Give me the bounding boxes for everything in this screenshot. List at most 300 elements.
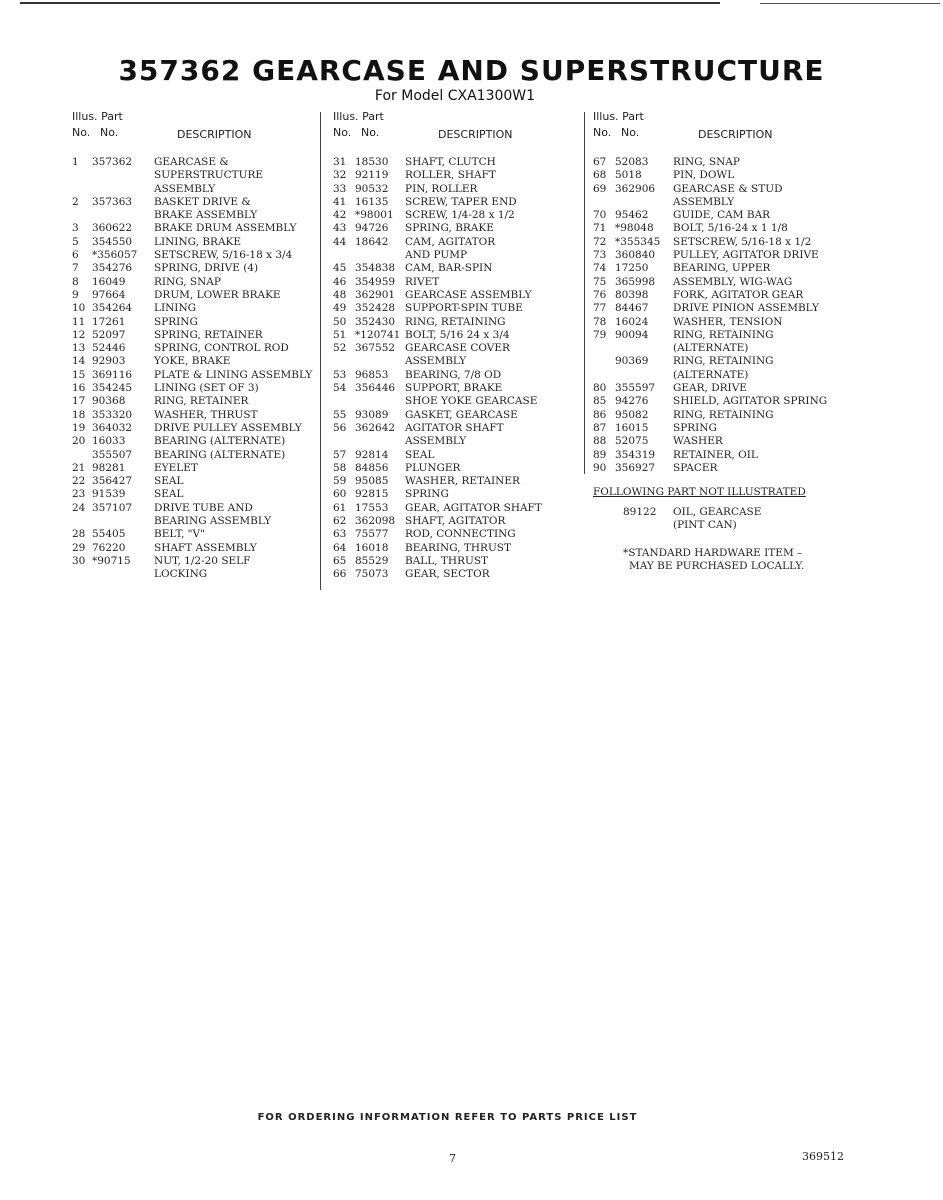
illus-number xyxy=(72,449,92,462)
illus-number: 52 xyxy=(333,342,347,355)
illus-number: 65 xyxy=(333,554,347,567)
part-description: ROD, CONNECTING xyxy=(405,528,516,541)
part-number xyxy=(92,169,154,182)
part-description: CAM, AGITATOR xyxy=(405,235,496,248)
illus-number: 13 xyxy=(72,342,86,355)
part-description: AGITATOR SHAFT xyxy=(405,421,504,434)
table-row xyxy=(333,369,583,382)
page-subtitle: For Model CXA1300W1 xyxy=(374,88,536,104)
table-row xyxy=(333,276,583,289)
illus-number: 20 xyxy=(72,435,86,448)
part-number: 90532 xyxy=(355,182,389,195)
part-description: SPRING, BRAKE xyxy=(405,222,494,235)
parts-column-2 xyxy=(333,110,583,582)
table-row xyxy=(593,422,863,435)
table-row xyxy=(72,528,317,541)
illus-number: 70 xyxy=(593,209,607,222)
header-part-no: No. xyxy=(361,126,380,139)
part-description: SHAFT, AGITATOR xyxy=(405,515,506,528)
table-row xyxy=(593,302,863,315)
illus-number xyxy=(593,342,615,355)
part-number: 362642 xyxy=(355,421,396,434)
table-row xyxy=(333,382,583,395)
part-number: 94726 xyxy=(355,222,389,235)
part-number: 17261 xyxy=(92,315,126,328)
part-number xyxy=(355,435,405,448)
illus-number xyxy=(593,369,615,382)
part-description: SCREW, 1/4-28 x 1/2 xyxy=(405,209,515,222)
part-description: PULLEY, AGITATOR DRIVE xyxy=(673,249,819,262)
part-number: 94276 xyxy=(615,395,649,408)
part-number: 355597 xyxy=(615,382,656,395)
part-description: SETSCREW, 5/16-18 x 3/4 xyxy=(154,249,293,262)
part-number: 90369 xyxy=(615,355,649,368)
table-row xyxy=(72,169,317,182)
illus-number xyxy=(72,183,92,196)
header-description: DESCRIPTION xyxy=(438,128,513,141)
part-description: SPRING xyxy=(673,421,717,434)
illus-number xyxy=(72,568,92,581)
part-number: 354959 xyxy=(355,275,396,288)
parts-column-1 xyxy=(72,110,317,582)
part-number: 353320 xyxy=(92,408,133,421)
illus-number: 28 xyxy=(72,528,86,541)
part-number: 362901 xyxy=(355,288,396,301)
part-description: EYELET xyxy=(154,461,198,474)
part-description: BELT, "V" xyxy=(154,528,205,541)
part-number: 92814 xyxy=(355,448,389,461)
illus-number: 18 xyxy=(72,408,86,421)
illus-number: 60 xyxy=(333,488,347,501)
table-row xyxy=(72,515,317,528)
table-row xyxy=(333,355,583,368)
table-row xyxy=(72,209,317,222)
part-description: BOLT, 5/16 24 x 3/4 xyxy=(405,328,510,341)
table-row xyxy=(593,395,863,408)
part-description-cont: (PINT CAN) xyxy=(673,519,737,532)
illus-number xyxy=(72,169,92,182)
part-number: 80398 xyxy=(615,288,649,301)
part-description: NUT, 1/2-20 SELF xyxy=(154,554,251,567)
table-row xyxy=(593,209,863,222)
table-row xyxy=(333,528,583,541)
top-rule-right xyxy=(760,3,940,4)
part-description: BEARING (ALTERNATE) xyxy=(154,435,286,448)
part-number: 52097 xyxy=(92,328,126,341)
part-description: BALL, THRUST xyxy=(405,554,489,567)
illus-number: 3 xyxy=(72,222,79,235)
illus-number: 77 xyxy=(593,302,607,315)
table-row xyxy=(593,169,863,182)
table-row xyxy=(593,289,863,302)
part-number: *90715 xyxy=(92,554,131,567)
table-row xyxy=(333,302,583,315)
part-description: AND PUMP xyxy=(405,249,468,262)
part-number: *355345 xyxy=(615,235,661,248)
table-row xyxy=(72,542,317,555)
illus-number: 55 xyxy=(333,408,347,421)
part-number xyxy=(615,196,673,209)
part-number: 356446 xyxy=(355,382,396,395)
part-number: 17553 xyxy=(355,501,389,514)
part-description: LOCKING xyxy=(154,568,208,581)
illus-number: 9 xyxy=(72,288,79,301)
part-description: RING, RETAINING xyxy=(673,328,774,341)
table-row xyxy=(593,382,863,395)
part-number: 75073 xyxy=(355,568,389,581)
part-number: 354319 xyxy=(615,448,656,461)
part-description: GEARCASE & STUD xyxy=(673,182,783,195)
part-number: 364032 xyxy=(92,421,133,434)
part-description: RETAINER, OIL xyxy=(673,448,758,461)
part-number xyxy=(92,183,154,196)
illus-number: 79 xyxy=(593,328,607,341)
part-description: PIN, ROLLER xyxy=(405,182,478,195)
table-row xyxy=(593,329,863,342)
illus-number xyxy=(333,395,355,408)
part-number: 354550 xyxy=(92,235,133,248)
illus-number: 14 xyxy=(72,355,86,368)
part-number: 360622 xyxy=(92,222,133,235)
illus-number: 1 xyxy=(72,156,79,168)
part-description: SHIELD, AGITATOR SPRING xyxy=(673,395,828,408)
part-number: 90094 xyxy=(615,328,649,341)
part-number: 16015 xyxy=(615,421,649,434)
illus-number: 73 xyxy=(593,249,607,262)
table-row xyxy=(72,409,317,422)
table-row xyxy=(72,262,317,275)
illus-number: 32 xyxy=(333,169,347,182)
illus-number xyxy=(333,249,355,262)
illus-number: 12 xyxy=(72,328,86,341)
part-number xyxy=(615,369,673,382)
part-description: SPRING, DRIVE (4) xyxy=(154,262,259,275)
part-description: BOLT, 5/16-24 x 1 1/8 xyxy=(673,222,788,235)
column-header xyxy=(333,110,583,146)
table-row xyxy=(333,222,583,235)
parts-column-3 xyxy=(593,110,863,573)
table-row xyxy=(72,156,317,169)
illus-number: 7 xyxy=(72,262,79,275)
part-description: WASHER xyxy=(673,435,723,448)
illus-number: 68 xyxy=(593,169,607,182)
table-row xyxy=(333,555,583,568)
part-number: 91539 xyxy=(92,488,126,501)
table-row xyxy=(593,236,863,249)
part-description: GEAR, DRIVE xyxy=(673,382,747,395)
part-description: SUPPORT-SPIN TUBE xyxy=(405,302,523,315)
table-row xyxy=(72,196,317,209)
part-number: 85529 xyxy=(355,554,389,567)
illus-number: 10 xyxy=(72,302,86,315)
table-row xyxy=(72,555,317,568)
table-row xyxy=(72,568,317,581)
part-number: 90368 xyxy=(92,395,126,408)
not-illustrated-item xyxy=(593,506,863,519)
part-description: BEARING ASSEMBLY xyxy=(154,515,272,528)
table-row xyxy=(72,422,317,435)
illus-number: 67 xyxy=(593,156,607,168)
part-number xyxy=(615,342,673,355)
illus-number: 89 xyxy=(593,448,607,461)
part-description: GEARCASE & xyxy=(154,156,229,168)
part-number: 18642 xyxy=(355,235,389,248)
part-description: DRIVE TUBE AND xyxy=(154,501,253,514)
illus-number: 58 xyxy=(333,461,347,474)
illus-number: 61 xyxy=(333,501,347,514)
part-description: GEARCASE COVER xyxy=(405,342,510,355)
part-description: RING, RETAINING xyxy=(673,408,774,421)
part-description: SHAFT, CLUTCH xyxy=(405,156,496,168)
part-number: 354264 xyxy=(92,302,133,315)
table-row xyxy=(333,156,583,169)
table-row xyxy=(72,449,317,462)
standard-hardware-note-cont: MAY BE PURCHASED LOCALLY. xyxy=(629,560,805,573)
illus-number: 63 xyxy=(333,528,347,541)
column-header xyxy=(72,110,317,146)
table-row xyxy=(333,329,583,342)
illus-number: 2 xyxy=(72,195,79,208)
part-number: 362098 xyxy=(355,515,396,528)
illus-number xyxy=(333,355,355,368)
table-row xyxy=(593,462,863,475)
illus-number: 57 xyxy=(333,448,347,461)
part-number: 362906 xyxy=(615,182,656,195)
part-number: 16049 xyxy=(92,275,126,288)
table-row xyxy=(333,395,583,408)
part-number xyxy=(92,515,154,528)
table-row xyxy=(333,209,583,222)
part-number: 96853 xyxy=(355,368,389,381)
table-row xyxy=(593,449,863,462)
table-row xyxy=(72,183,317,196)
part-description: SHAFT ASSEMBLY xyxy=(154,541,257,554)
part-number: 354245 xyxy=(92,382,133,395)
table-row xyxy=(72,342,317,355)
illus-number: 78 xyxy=(593,315,607,328)
part-number: 16024 xyxy=(615,315,649,328)
illus-number: 54 xyxy=(333,382,347,395)
table-row xyxy=(593,249,863,262)
table-row xyxy=(72,382,317,395)
part-number: 352428 xyxy=(355,302,396,315)
illus-number: 17 xyxy=(72,395,86,408)
header-description: DESCRIPTION xyxy=(698,128,773,141)
table-row xyxy=(333,289,583,302)
illus-number xyxy=(593,355,615,368)
table-row xyxy=(72,395,317,408)
part-description: LINING (SET OF 3) xyxy=(154,382,259,395)
table-row xyxy=(72,236,317,249)
part-number: *120741 xyxy=(355,328,401,341)
header-part-no: No. xyxy=(100,126,119,139)
header-description: DESCRIPTION xyxy=(177,128,252,141)
part-description: BASKET DRIVE & xyxy=(154,195,251,208)
header-illus-part: Illus. Part xyxy=(333,110,384,123)
table-row xyxy=(333,342,583,355)
illus-number: 24 xyxy=(72,501,86,514)
header-illus-no: No. xyxy=(333,126,352,139)
part-description: SETSCREW, 5/16-18 x 1/2 xyxy=(673,235,812,248)
part-description: SEAL xyxy=(405,448,435,461)
illus-number: 46 xyxy=(333,275,347,288)
table-row xyxy=(72,475,317,488)
parts-list xyxy=(72,156,317,582)
illus-number: 16 xyxy=(72,382,86,395)
table-row xyxy=(593,369,863,382)
table-row xyxy=(593,409,863,422)
illus-number: 71 xyxy=(593,222,607,235)
table-row xyxy=(593,276,863,289)
illus-number: 80 xyxy=(593,382,607,395)
part-number xyxy=(355,355,405,368)
part-description: SEAL xyxy=(154,475,184,488)
table-row xyxy=(333,422,583,435)
part-number: 75577 xyxy=(355,528,389,541)
page-title: 357362 GEARCASE AND SUPERSTRUCTURE xyxy=(118,54,825,87)
part-description: SEAL xyxy=(154,488,184,501)
part-description: PLATE & LINING ASSEMBLY xyxy=(154,368,313,381)
part-description: RING, SNAP xyxy=(154,275,221,288)
part-description: WASHER, RETAINER xyxy=(405,475,520,488)
illus-number: 66 xyxy=(333,568,347,581)
table-row xyxy=(333,475,583,488)
illus-number: 31 xyxy=(333,156,347,168)
part-number: 357363 xyxy=(92,195,133,208)
part-number: 92815 xyxy=(355,488,389,501)
part-description: ASSEMBLY xyxy=(405,435,467,448)
part-number: 357362 xyxy=(92,156,133,168)
part-number: *98048 xyxy=(615,222,654,235)
table-row xyxy=(593,156,863,169)
top-rule xyxy=(20,2,720,4)
part-number: 352430 xyxy=(355,315,396,328)
illus-number: 72 xyxy=(593,235,607,248)
illus-number: 8 xyxy=(72,275,79,288)
part-number xyxy=(355,249,405,262)
illus-number: 76 xyxy=(593,288,607,301)
illus-number: 56 xyxy=(333,421,347,434)
illus-number xyxy=(333,435,355,448)
table-row xyxy=(72,502,317,515)
illus-number: 50 xyxy=(333,315,347,328)
part-number: 84856 xyxy=(355,461,389,474)
part-number: 356427 xyxy=(92,475,133,488)
part-description: RING, RETAINER xyxy=(154,395,249,408)
part-number: 357107 xyxy=(92,501,133,514)
table-row xyxy=(333,488,583,501)
illus-number: 23 xyxy=(72,488,86,501)
table-row xyxy=(72,329,317,342)
table-row xyxy=(333,169,583,182)
part-description: BRAKE ASSEMBLY xyxy=(154,209,258,222)
part-number: 93089 xyxy=(355,408,389,421)
table-row xyxy=(593,355,863,368)
illus-number: 22 xyxy=(72,475,86,488)
table-row xyxy=(593,196,863,209)
part-description: GEAR, SECTOR xyxy=(405,568,490,581)
illus-number: 44 xyxy=(333,235,347,248)
illus-number: 64 xyxy=(333,541,347,554)
part-description: WASHER, TENSION xyxy=(673,315,783,328)
part-number: 17250 xyxy=(615,262,649,275)
part-number: 55405 xyxy=(92,528,126,541)
part-description: SCREW, TAPER END xyxy=(405,195,517,208)
illus-number: 51 xyxy=(333,328,347,341)
standard-hardware-note: *STANDARD HARDWARE ITEM – xyxy=(623,546,803,559)
table-row xyxy=(333,568,583,581)
illus-number: 62 xyxy=(333,515,347,528)
illus-number: 90 xyxy=(593,461,607,474)
part-number: 5018 xyxy=(615,169,642,182)
part-number: 76220 xyxy=(92,541,126,554)
part-number: 92119 xyxy=(355,169,389,182)
table-row xyxy=(72,462,317,475)
part-number: *356057 xyxy=(92,249,138,262)
part-description: ASSEMBLY xyxy=(673,195,735,208)
part-description: GEAR, AGITATOR SHAFT xyxy=(405,501,542,514)
illus-number: 85 xyxy=(593,395,607,408)
part-description: BRAKE DRUM ASSEMBLY xyxy=(154,222,297,235)
part-description: SUPERSTRUCTURE xyxy=(154,169,264,182)
part-number: 89122 xyxy=(623,506,657,519)
part-number: 369116 xyxy=(92,368,133,381)
illus-number: 15 xyxy=(72,368,86,381)
part-description: OIL, GEARCASE xyxy=(673,506,762,519)
part-number: 367552 xyxy=(355,342,396,355)
part-description: GEARCASE ASSEMBLY xyxy=(405,288,532,301)
part-number: 84467 xyxy=(615,302,649,315)
part-number xyxy=(92,209,154,222)
table-row xyxy=(72,369,317,382)
part-description: (ALTERNATE) xyxy=(673,368,749,381)
part-number: 354838 xyxy=(355,262,396,275)
part-description: ASSEMBLY xyxy=(405,355,467,368)
parts-list xyxy=(593,156,863,475)
illus-number: 11 xyxy=(72,315,86,328)
part-number: 95462 xyxy=(615,209,649,222)
table-row xyxy=(333,435,583,448)
part-description: BEARING, THRUST xyxy=(405,541,512,554)
illus-number: 19 xyxy=(72,421,86,434)
table-row xyxy=(72,316,317,329)
part-description: RING, RETAINING xyxy=(405,315,506,328)
table-row xyxy=(333,502,583,515)
part-description: YOKE, BRAKE xyxy=(154,355,231,368)
illus-number xyxy=(72,515,92,528)
part-number: 52075 xyxy=(615,435,649,448)
not-illustrated-header: FOLLOWING PART NOT ILLUSTRATED xyxy=(593,486,806,499)
part-number: 95085 xyxy=(355,475,389,488)
table-row xyxy=(72,302,317,315)
part-description: ASSEMBLY, WIG-WAG xyxy=(673,275,793,288)
illus-number: 88 xyxy=(593,435,607,448)
part-description: FORK, AGITATOR GEAR xyxy=(673,288,804,301)
illus-number: 33 xyxy=(333,182,347,195)
table-row xyxy=(333,196,583,209)
part-description: WASHER, THRUST xyxy=(154,408,258,421)
table-row xyxy=(333,462,583,475)
part-description: PLUNGER xyxy=(405,461,461,474)
part-description: LINING, BRAKE xyxy=(154,235,242,248)
illus-number: 49 xyxy=(333,302,347,315)
document-number: 369512 xyxy=(802,1150,844,1163)
part-number: 95082 xyxy=(615,408,649,421)
illus-number: 6 xyxy=(72,249,79,262)
illus-number: 86 xyxy=(593,408,607,421)
column-divider-1 xyxy=(320,112,321,590)
part-number: 92903 xyxy=(92,355,126,368)
